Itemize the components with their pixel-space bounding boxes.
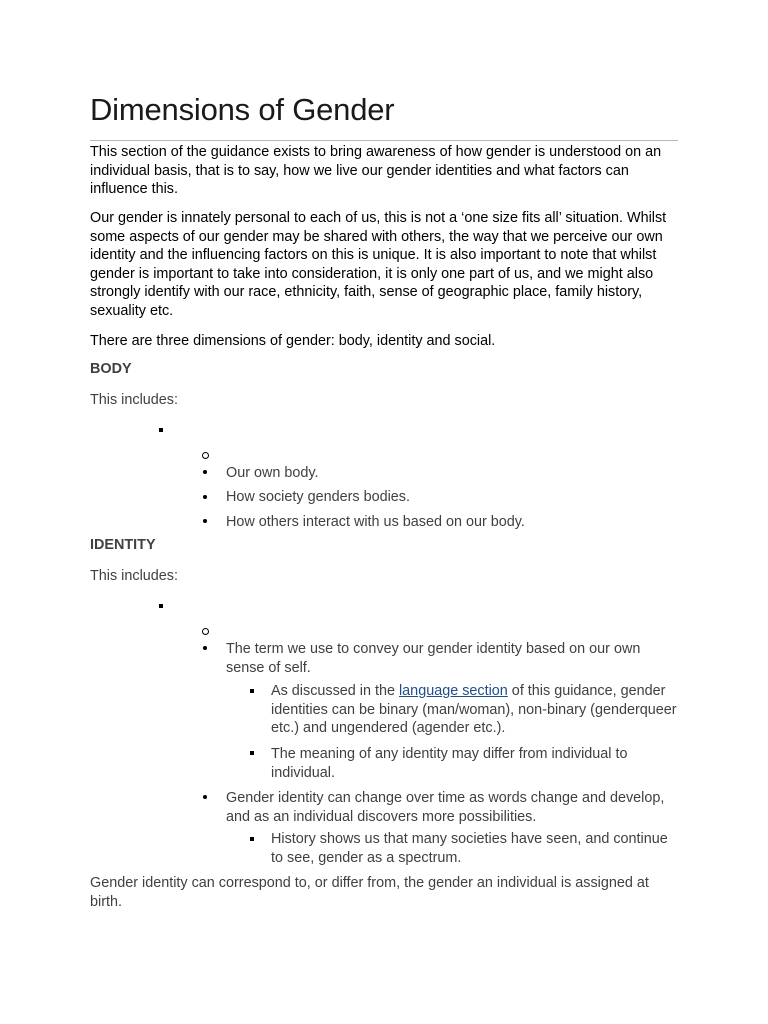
page-title: Dimensions of Gender bbox=[90, 92, 395, 127]
sub-list-item: The meaning of any identity may differ from individual to individual. bbox=[271, 746, 628, 781]
identity-includes-label: This includes: bbox=[90, 568, 178, 584]
sub-item-text: of this guidance, gender identities can be binary (man/woman), non-binary (genderqueer etc.) and ungendered (agender etc.). bbox=[271, 683, 677, 737]
list-item: Our own body. bbox=[226, 465, 319, 481]
square-bullet-marker bbox=[159, 428, 163, 432]
title-divider bbox=[90, 140, 678, 141]
bullet-dot bbox=[203, 470, 207, 474]
bullet-dot bbox=[203, 519, 207, 523]
square-bullet-marker bbox=[250, 837, 254, 841]
bullet-dot bbox=[203, 495, 207, 499]
language-section-link[interactable]: language section bbox=[398, 683, 508, 699]
bullet-dot bbox=[203, 795, 207, 799]
body-includes-label: This includes: bbox=[90, 392, 178, 408]
intro-paragraph: This section of the guidance exists to bring awareness of how gender is understood on an individual basis, that is to say, how we live our gender identities and what factors can influence this. bbox=[90, 144, 662, 198]
square-bullet-marker bbox=[250, 751, 254, 755]
square-bullet-marker bbox=[250, 689, 254, 693]
identity-heading: IDENTITY bbox=[90, 537, 156, 553]
list-item: The term we use to convey our gender identity based on our own sense of self. bbox=[226, 641, 641, 676]
list-item: How others interact with us based on our body. bbox=[226, 514, 525, 530]
body-heading: BODY bbox=[90, 361, 132, 377]
list-item: Gender identity can change over time as words change and develop, and as an individual discovers more possibilities. bbox=[226, 790, 665, 825]
list-item: How society genders bodies. bbox=[226, 489, 410, 505]
square-bullet-marker bbox=[159, 604, 163, 608]
circle-bullet-marker bbox=[202, 452, 209, 459]
sub-item-text: As discussed in the bbox=[271, 683, 399, 699]
sub-list-item: History shows us that many societies have seen, and continue to see, gender as a spectrum. bbox=[271, 831, 668, 866]
personal-paragraph: Our gender is innately personal to each of us, this is not a ‘one size fits all’ situation. Whilst some aspects of our gender may be shared with others, the way that we perceive our own identity and the influencing factors on this is unique. It is also important to note that whilst gender is important to take into consideration, it is only one part of us, and we might also strongly identify with our race, ethnicity, faith, sense of geographic place, family history, sexuality etc. bbox=[90, 210, 667, 319]
closing-paragraph: Gender identity can correspond to, or differ from, the gender an individual is assigned at birth. bbox=[90, 875, 649, 910]
circle-bullet-marker bbox=[202, 628, 209, 635]
sub-list-item bbox=[271, 682, 677, 738]
dimensions-sentence: There are three dimensions of gender: body, identity and social. bbox=[90, 333, 496, 349]
bullet-dot bbox=[203, 646, 207, 650]
